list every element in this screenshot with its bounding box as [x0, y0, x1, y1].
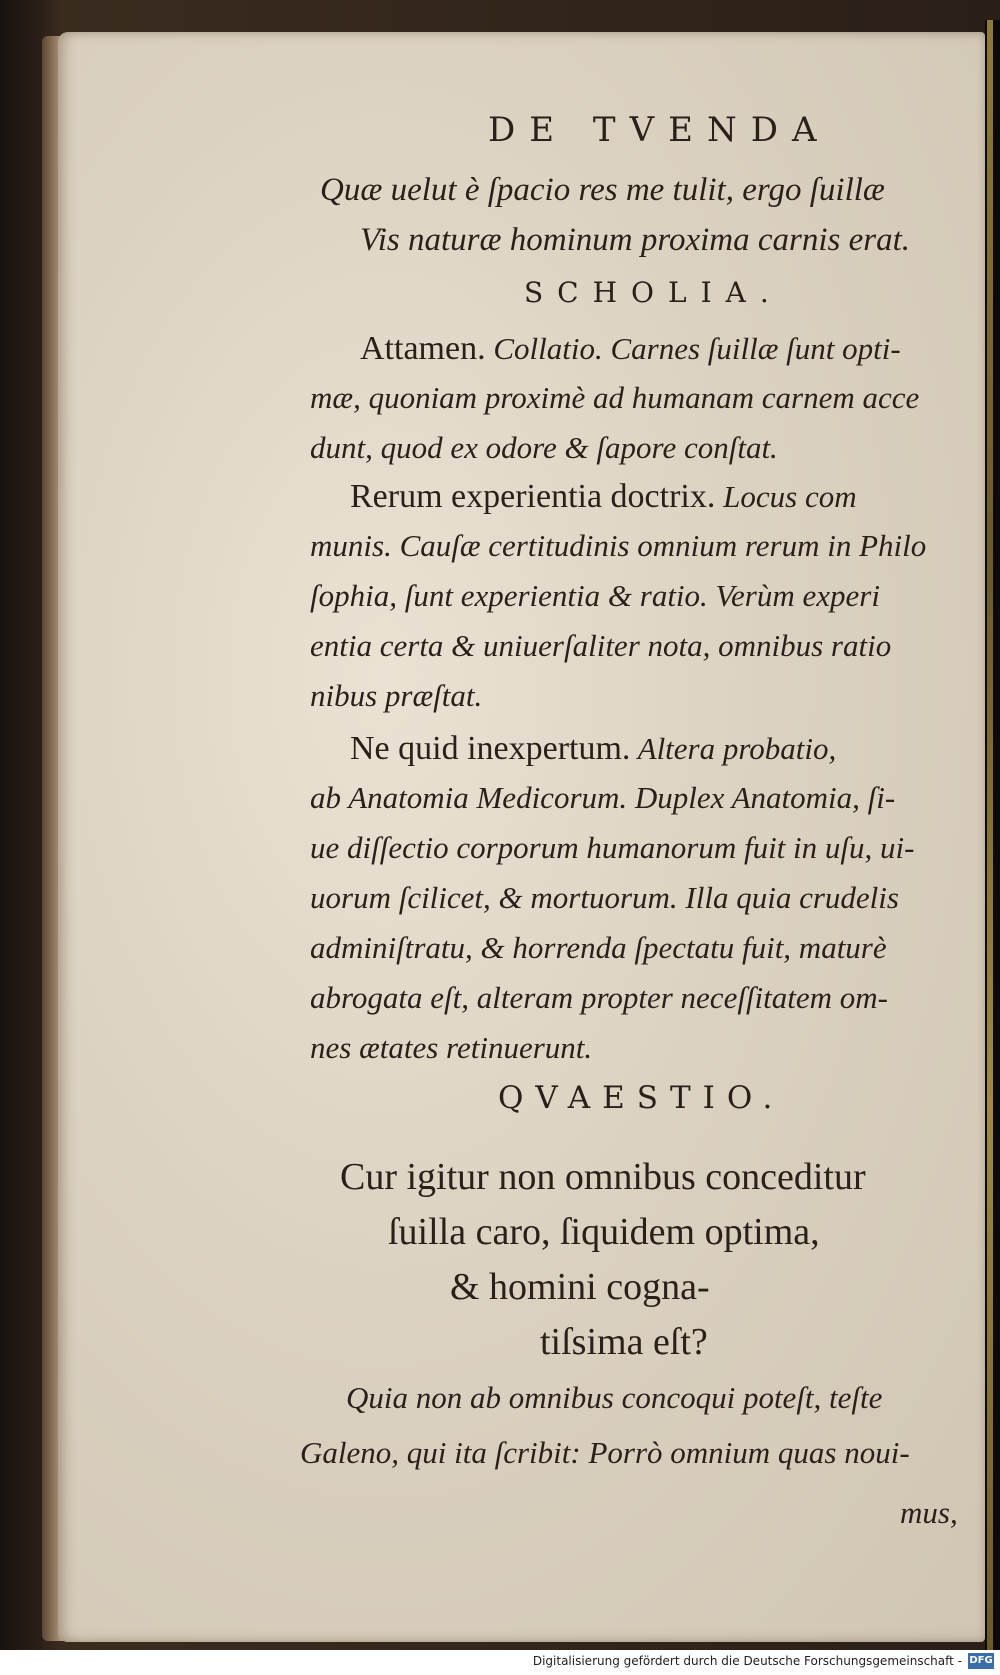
- question-line-2: ſuilla caro, ſiquidem optima,: [388, 1211, 820, 1253]
- quaestio-heading: QVAESTIO.: [498, 1080, 785, 1116]
- verse-line-1: Quæ uelut è ſpacio res me tulit, ergo ſuillæ: [320, 172, 885, 208]
- paragraph-3-line-2: ab Anatomia Medicorum. Duplex Anatomia, ſi-: [310, 780, 896, 815]
- lemma-attamen: Attamen.: [360, 330, 486, 367]
- lemma-rerum-experientia: Rerum experientia doctrix.: [350, 478, 716, 515]
- paragraph-2-line-2: munis. Cauſæ certitudinis omnium rerum in Philo: [310, 528, 927, 563]
- paragraph-3-line-5: adminiſtratu, & horrenda ſpectatu fuit, maturè: [310, 930, 887, 965]
- verse-line-2: Vis naturæ hominum proxima carnis erat.: [360, 222, 910, 258]
- paragraph-2-line-4: entia certa & uniuerſaliter nota, omnibus ratio: [310, 628, 892, 663]
- dfg-logo-icon: DFG: [968, 1653, 994, 1669]
- paragraph-2-line-3: ſophia, ſunt experientia & ratio. Verùm experi: [310, 578, 880, 613]
- paragraph-1-line-3: dunt, quod ex odore & ſapore conſtat.: [310, 430, 778, 465]
- answer-line-2: Galeno, qui ita ſcribit: Porrò omnium quas noui-: [300, 1435, 910, 1470]
- question-line-1: Cur igitur non omnibus conceditur: [340, 1156, 866, 1198]
- question-line-3: & homini cogna-: [450, 1266, 710, 1308]
- paragraph-2-line-5: nibus præſtat.: [310, 678, 483, 713]
- binding-edge: [985, 20, 1000, 1650]
- question-line-4: tiſsima eſt?: [540, 1321, 708, 1363]
- paragraph-1-line-2: mæ, quoniam proximè ad humanam carnem acce: [310, 380, 920, 415]
- catchword: mus,: [900, 1495, 958, 1530]
- answer-line-1: Quia non ab omnibus concoqui poteſt, teſte: [346, 1380, 883, 1415]
- paragraph-2-line-1: [350, 478, 857, 516]
- gilt-edge: [987, 20, 993, 1650]
- paragraph-3-line-1-text: Altera probatio,: [630, 731, 837, 766]
- paragraph-3-line-6: abrogata eſt, alteram propter neceſſitatem om-: [310, 980, 888, 1015]
- paragraph-3-line-7: nes ætates retinuerunt.: [310, 1030, 593, 1065]
- scholia-heading: SCHOLIA.: [524, 276, 783, 309]
- paragraph-3-line-1: [350, 730, 836, 768]
- paragraph-3-line-3: ue diſſectio corporum humanorum fuit in uſu, ui-: [310, 830, 915, 865]
- paragraph-2-line-1-text: Locus com: [715, 479, 857, 514]
- lemma-ne-quid-inexpertum: Ne quid inexpertum.: [350, 730, 631, 767]
- footer-credit: Digitalisierung gefördert durch die Deutsche Forschungsgemeinschaft -: [532, 1654, 962, 1668]
- running-head: DE TVENDA: [488, 110, 831, 150]
- paragraph-3-line-4: uorum ſcilicet, & mortuorum. Illa quia crudelis: [310, 880, 899, 915]
- paragraph-1-line-1: [360, 330, 901, 368]
- paragraph-1-line-1-text: Collatio. Carnes ſuillæ ſunt opti-: [485, 331, 901, 366]
